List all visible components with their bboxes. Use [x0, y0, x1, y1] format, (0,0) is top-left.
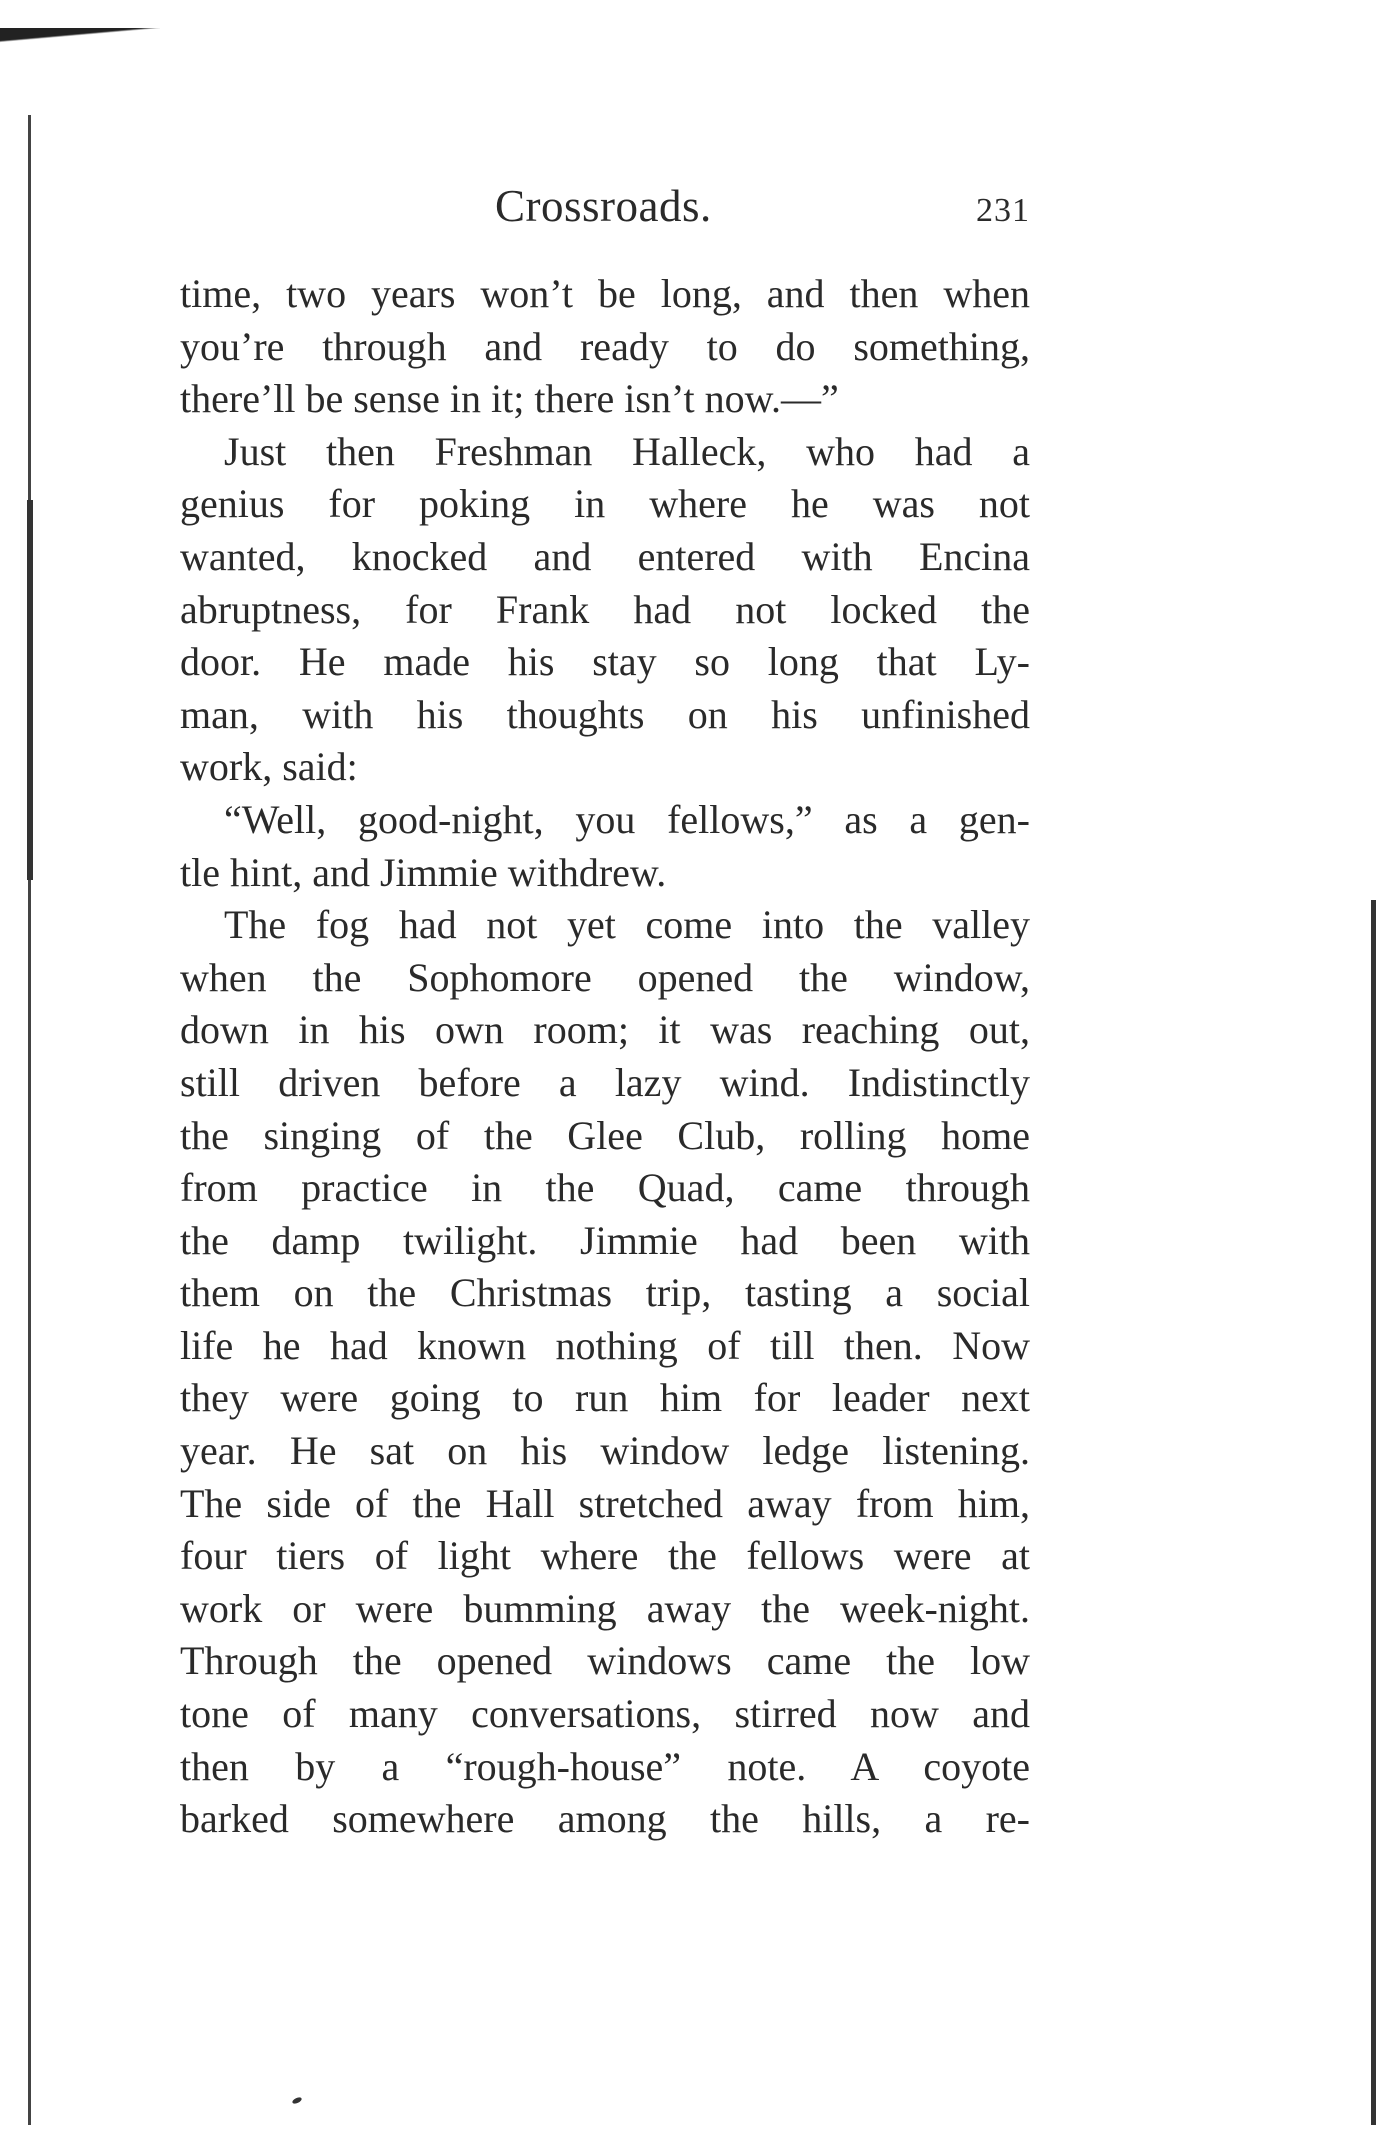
text-line: genius for poking in where he was not — [180, 481, 1030, 527]
text-line: from practice in the Quad, came through — [180, 1165, 1030, 1211]
body-text — [180, 268, 1030, 1842]
text-line: The fog had not yet come into the valley — [224, 902, 1030, 948]
text-line: four tiers of light where the fellows were at — [180, 1533, 1030, 1579]
text-line: wanted, knocked and entered with Encina — [180, 533, 1030, 579]
text-line: barked somewhere among the hills, a re- — [180, 1796, 1030, 1842]
text-line: door. He made his stay so long that Ly- — [180, 639, 1030, 685]
page-edge-left-shadow — [27, 500, 33, 880]
text-line: them on the Christmas trip, tasting a social — [180, 1270, 1030, 1316]
text-line: still driven before a lazy wind. Indistinctly — [180, 1059, 1030, 1105]
text-line: they were going to run him for leader next — [180, 1375, 1030, 1421]
ink-speck — [291, 2096, 302, 2105]
text-line: tone of many conversations, stirred now and — [180, 1691, 1030, 1737]
text-line: down in his own room; it was reaching out, — [180, 1007, 1030, 1053]
text-line: abruptness, for Frank had not locked the — [180, 586, 1030, 632]
running-title: Crossroads. — [495, 181, 712, 231]
page-edge-right — [1371, 900, 1376, 2125]
text-line: Through the opened windows came the low — [180, 1638, 1030, 1684]
scan-artifact-top — [0, 28, 160, 50]
text-line: you’re through and ready to do something, — [180, 323, 1030, 369]
text-line: “Well, good-night, you fellows,” as a gen- — [224, 796, 1030, 842]
text-line: life he had known nothing of till then. Now — [180, 1322, 1030, 1368]
text-line: work or were bumming away the week-night. — [180, 1585, 1030, 1631]
text-line: the singing of the Glee Club, rolling home — [180, 1112, 1030, 1158]
text-line: the damp twilight. Jimmie had been with — [180, 1217, 1030, 1263]
text-line: when the Sophomore opened the window, — [180, 954, 1030, 1000]
text-line: tle hint, and Jimmie withdrew. — [180, 849, 667, 895]
text-line: year. He sat on his window ledge listening. — [180, 1428, 1030, 1474]
text-line: then by a “rough-house” note. A coyote — [180, 1743, 1030, 1789]
text-line: The side of the Hall stretched away from him, — [180, 1480, 1030, 1526]
page-number: 231 — [976, 192, 1030, 229]
text-line: man, with his thoughts on his unfinished — [180, 691, 1030, 737]
text-line: Just then Freshman Halleck, who had a — [224, 428, 1030, 474]
text-line: there’ll be sense in it; there isn’t now.—” — [180, 376, 839, 422]
page-edge-left — [28, 115, 31, 2125]
text-line: work, said: — [180, 744, 358, 790]
text-line: time, two years won’t be long, and then when — [180, 271, 1030, 316]
running-header — [180, 180, 1030, 240]
